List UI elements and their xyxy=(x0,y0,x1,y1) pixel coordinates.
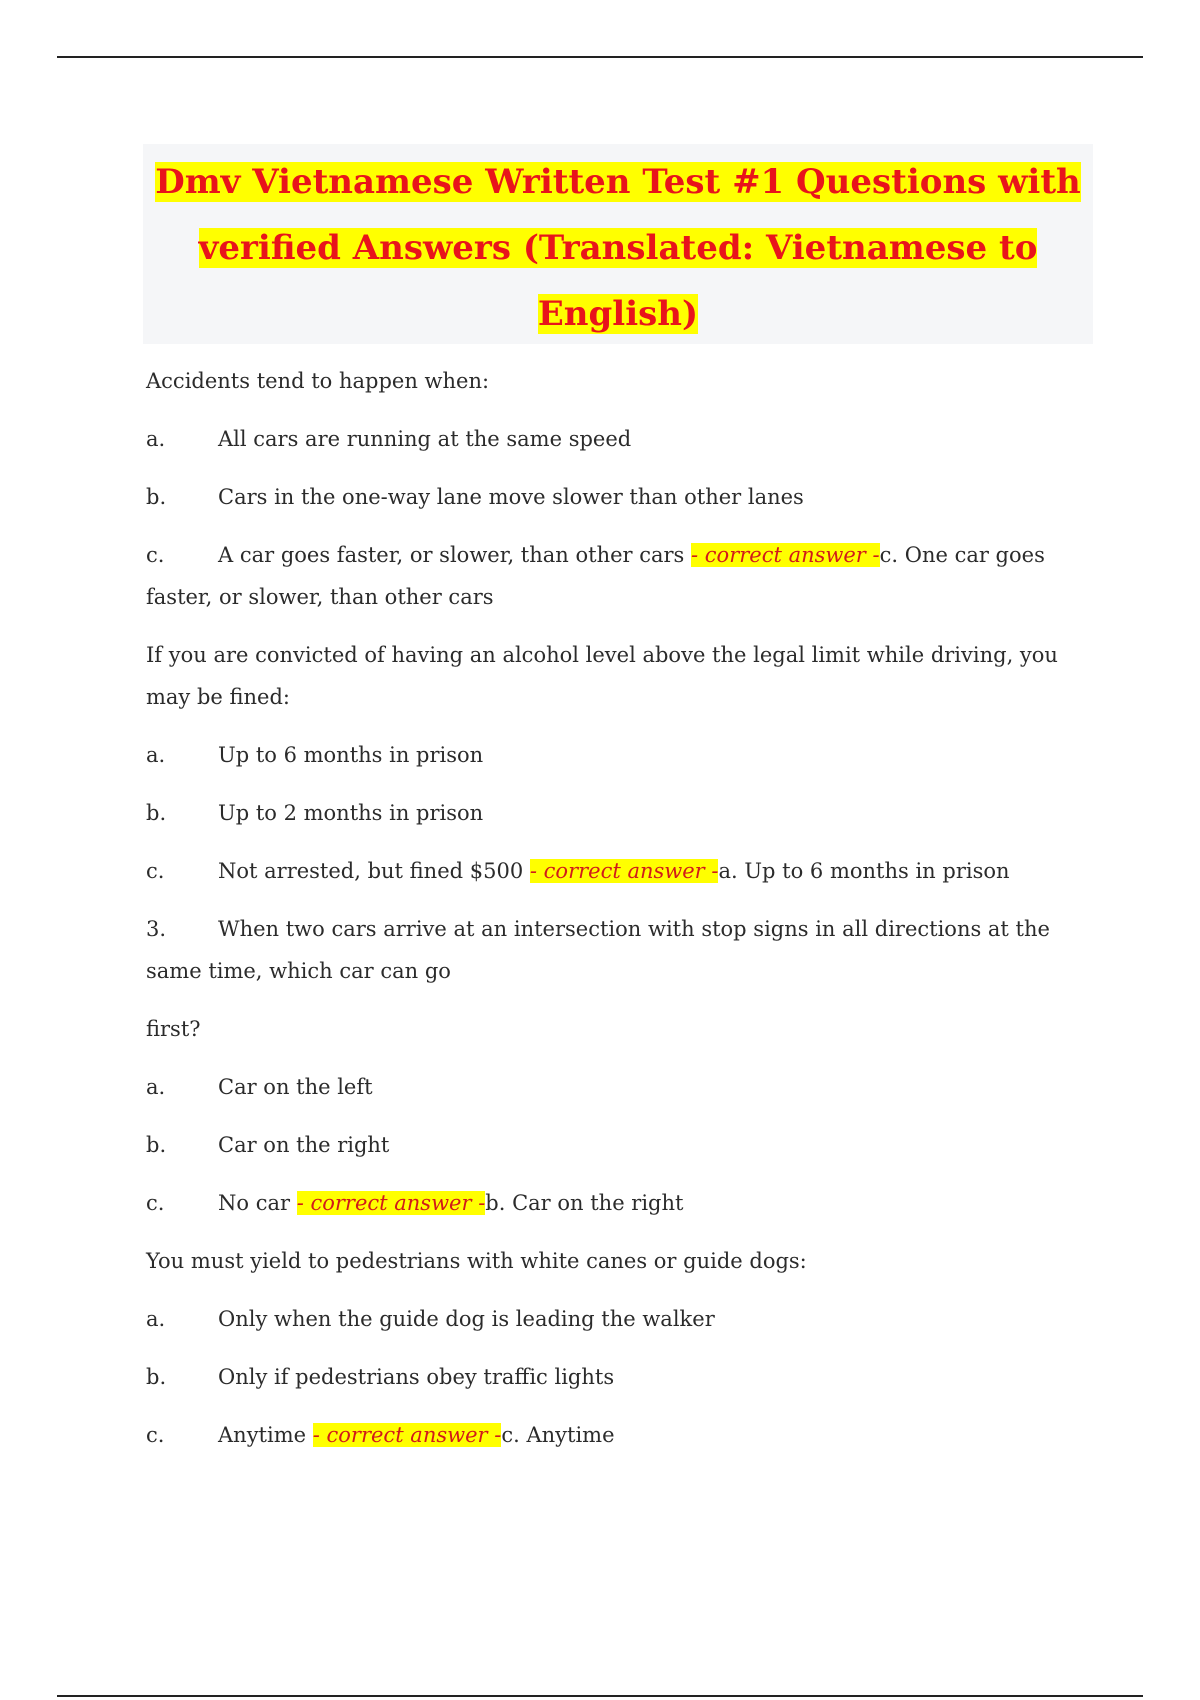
option-letter: a. xyxy=(146,1307,166,1331)
answer-text: a. Up to 6 months in prison xyxy=(718,859,1010,883)
option-text: A car goes faster, or slower, than other cars xyxy=(218,543,685,567)
option-text: No car xyxy=(218,1191,291,1215)
q4-option-a xyxy=(146,1298,1092,1340)
title-line-3: English) xyxy=(537,294,699,334)
q1-option-a xyxy=(146,418,1092,460)
q1-option-c xyxy=(146,534,1092,618)
option-letter: c. xyxy=(146,1191,165,1215)
option-text: Up to 6 months in prison xyxy=(218,743,484,767)
answer-text: c. Anytime xyxy=(501,1423,615,1447)
question-4: You must yield to pedestrians with white canes or guide dogs: xyxy=(146,1249,807,1273)
option-text: Anytime xyxy=(218,1423,307,1447)
q1-option-b xyxy=(146,476,1092,518)
question-3-continued: first? xyxy=(146,1017,201,1041)
option-text: Up to 2 months in prison xyxy=(218,801,484,825)
option-letter: a. xyxy=(146,427,166,451)
title-line-1: Dmv Vietnamese Written Test #1 Questions with xyxy=(155,162,1081,202)
option-letter: b. xyxy=(146,1133,167,1157)
option-text: Car on the right xyxy=(218,1133,390,1157)
title-line-2: verified Answers (Translated: Vietnamese to xyxy=(198,228,1038,268)
option-letter: b. xyxy=(146,801,167,825)
title-banner xyxy=(143,144,1093,344)
document-title xyxy=(143,144,1093,347)
answer-text: b. Car on the right xyxy=(485,1191,684,1215)
correct-answer-marker: - correct answer - xyxy=(529,859,719,883)
question-2: If you are convicted of having an alcohol level above the legal limit while driving, you may be fined: xyxy=(146,643,1058,709)
option-letter: c. xyxy=(146,859,165,883)
top-rule xyxy=(57,56,1143,58)
q2-option-b xyxy=(146,792,1092,834)
option-letter: a. xyxy=(146,1075,166,1099)
document-body xyxy=(146,360,1092,1472)
correct-answer-marker: - correct answer - xyxy=(296,1191,486,1215)
question-1: Accidents tend to happen when: xyxy=(146,369,490,393)
option-letter: c. xyxy=(146,1423,165,1447)
option-text: Only if pedestrians obey traffic lights xyxy=(218,1365,615,1389)
q3-option-c xyxy=(146,1182,1092,1224)
correct-answer-marker: - correct answer - xyxy=(691,543,880,567)
q3-option-a xyxy=(146,1066,1092,1108)
q2-option-a xyxy=(146,734,1092,776)
bottom-rule xyxy=(57,1695,1143,1697)
option-text: All cars are running at the same speed xyxy=(218,427,632,451)
question-3 xyxy=(146,908,1092,992)
option-letter: c. xyxy=(146,543,165,567)
question-text: When two cars arrive at an intersection with stop signs in all directions at the same time, which car can go xyxy=(146,917,1050,983)
option-letter: a. xyxy=(146,743,166,767)
q3-option-b xyxy=(146,1124,1092,1166)
correct-answer-marker: - correct answer - xyxy=(312,1423,502,1447)
option-text: Not arrested, but fined $500 xyxy=(218,859,524,883)
option-text: Cars in the one-way lane move slower than other lanes xyxy=(218,485,804,509)
q2-option-c xyxy=(146,850,1092,892)
option-text: Car on the left xyxy=(218,1075,373,1099)
q4-option-c xyxy=(146,1414,1092,1456)
question-number: 3. xyxy=(146,917,167,941)
answer-text: c. One car goes faster, or slower, than other cars xyxy=(146,543,1045,609)
option-text: Only when the guide dog is leading the walker xyxy=(218,1307,715,1331)
option-letter: b. xyxy=(146,1365,167,1389)
option-letter: b. xyxy=(146,485,167,509)
q4-option-b xyxy=(146,1356,1092,1398)
